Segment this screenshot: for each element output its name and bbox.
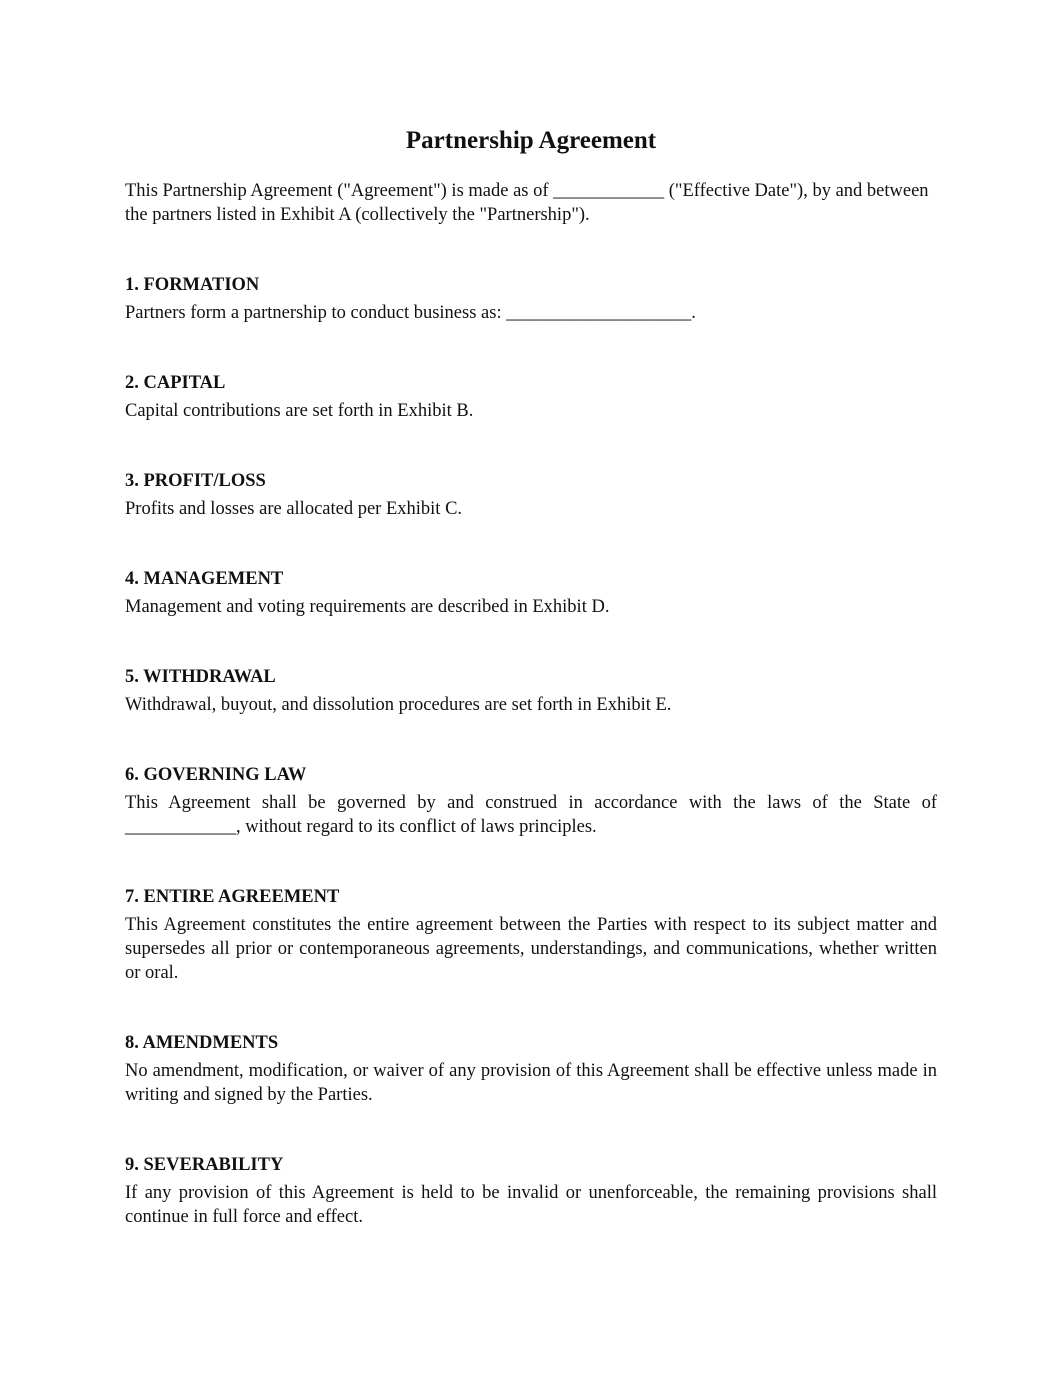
section-management	[125, 567, 937, 619]
section-governing-law	[125, 763, 937, 839]
section-body: No amendment, modification, or waiver of any provision of this Agreement shall be effective unless made in writing and signed by the Parties.	[125, 1061, 937, 1105]
section-amendments	[125, 1031, 937, 1107]
section-formation	[125, 273, 937, 325]
section-severability	[125, 1153, 937, 1229]
section-entire-agreement	[125, 885, 937, 985]
section-body: Capital contributions are set forth in Exhibit B.	[125, 401, 474, 421]
section-body: This Agreement constitutes the entire agreement between the Parties with respect to its subject matter and supersedes all prior or contemporaneous agreements, understandings, and communications, whether written or oral.	[125, 915, 937, 983]
section-body: Management and voting requirements are described in Exhibit D.	[125, 597, 610, 617]
section-body: If any provision of this Agreement is held to be invalid or unenforceable, the remaining provisions shall continue in full force and effect.	[125, 1183, 937, 1227]
section-heading: 3. PROFIT/LOSS	[125, 471, 266, 491]
section-withdrawal	[125, 665, 937, 717]
section-heading: 1. FORMATION	[125, 275, 260, 295]
document-content	[125, 124, 937, 1229]
section-body: Profits and losses are allocated per Exhibit C.	[125, 499, 463, 519]
section-heading: 8. AMENDMENTS	[125, 1033, 279, 1053]
section-profit-loss	[125, 469, 937, 521]
section-heading: 6. GOVERNING LAW	[125, 765, 307, 785]
section-heading: 7. ENTIRE AGREEMENT	[125, 887, 340, 907]
document-title: Partnership Agreement	[405, 127, 657, 154]
section-capital	[125, 371, 937, 423]
section-body: Withdrawal, buyout, and dissolution procedures are set forth in Exhibit E.	[125, 695, 672, 715]
section-body: This Agreement shall be governed by and construed in accordance with the laws of the State of ____________, without regard to its conflict of laws principles.	[125, 793, 937, 837]
section-body: Partners form a partnership to conduct business as: ____________________.	[125, 303, 696, 323]
section-heading: 5. WITHDRAWAL	[125, 667, 276, 687]
intro-paragraph: This Partnership Agreement ("Agreement") is made as of ____________ ("Effective Date"), by and between the partners listed in Exhibit A (collectively the "Partnership").	[125, 181, 929, 225]
section-heading: 4. MANAGEMENT	[125, 569, 284, 589]
section-heading: 9. SEVERABILITY	[125, 1155, 284, 1175]
section-heading: 2. CAPITAL	[125, 373, 226, 393]
